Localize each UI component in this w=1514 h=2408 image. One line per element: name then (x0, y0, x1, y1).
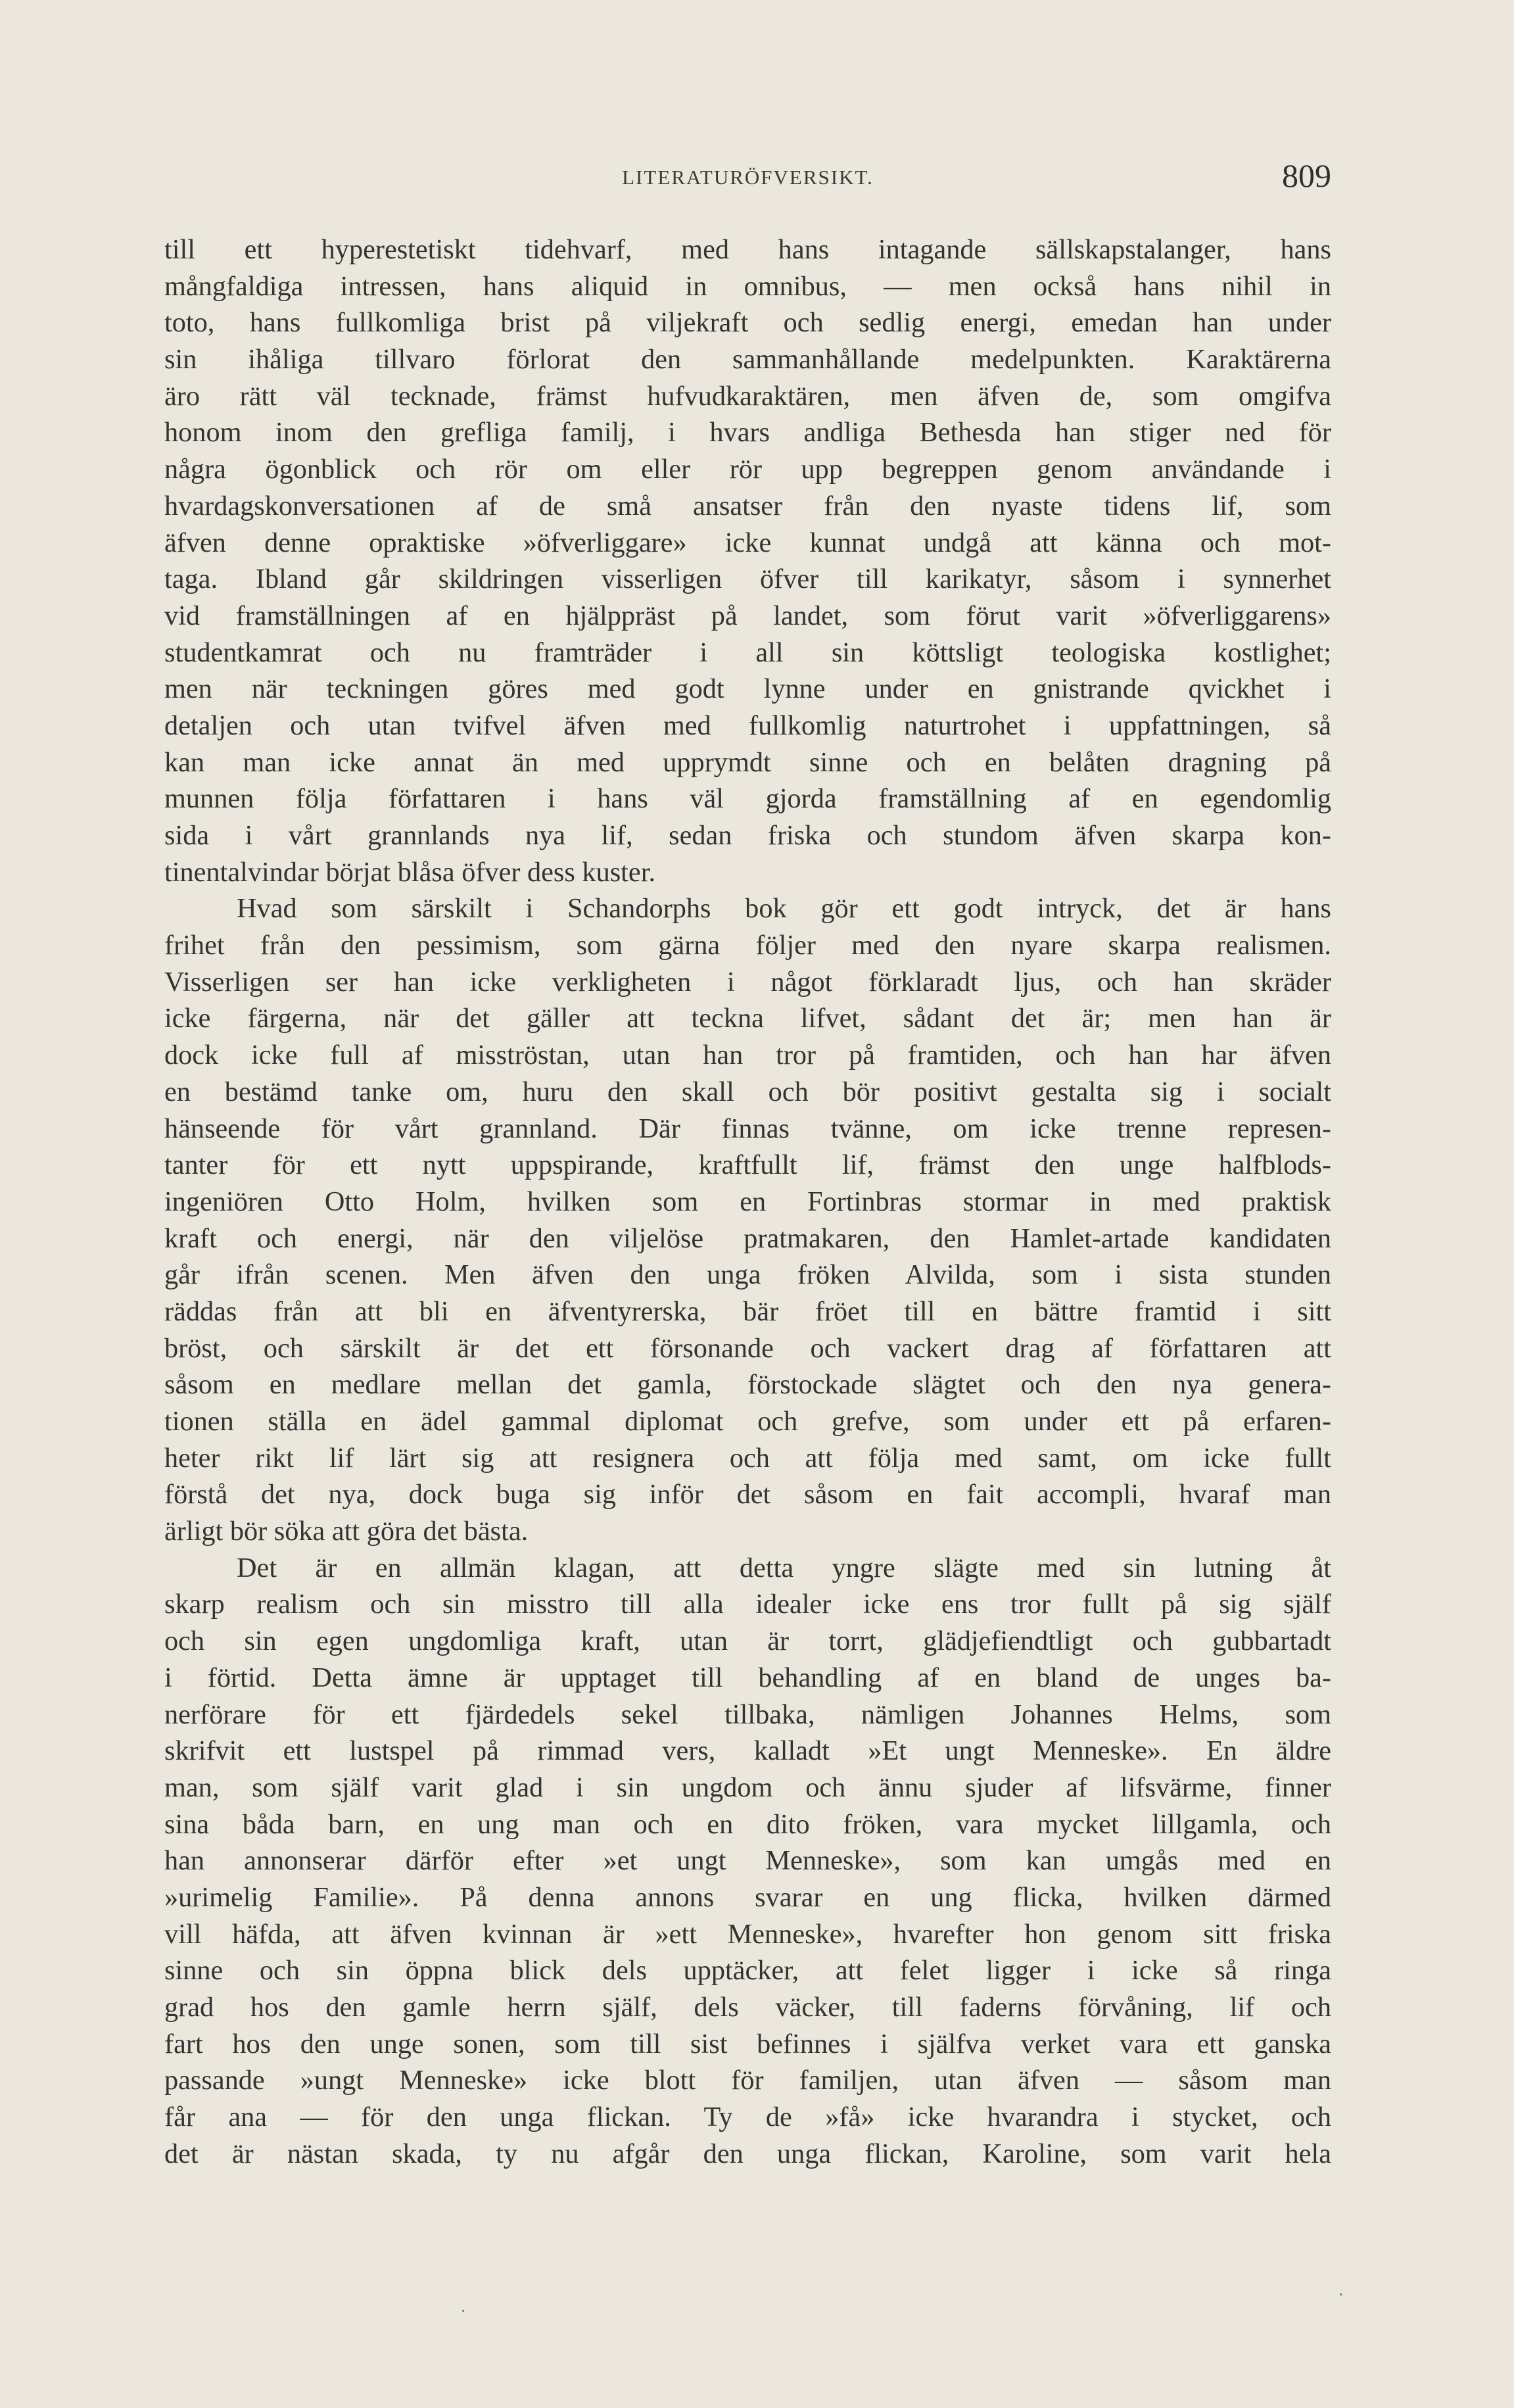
text-line: kraft och energi, när den viljelöse pratmakaren, den Hamlet-artade kandidaten (164, 1222, 1331, 1254)
text-line: går ifrån scenen. Men äfven den unga fröken Alvilda, som i sista stunden (164, 1259, 1331, 1291)
running-title: LITERATURÖFVERSIKT. (622, 166, 874, 189)
text-line: han annonserar därför efter »et ungt Menneske», som kan umgås med en (164, 1845, 1331, 1877)
text-line: hänseende för vårt grannland. Där finnas tvänne, om icke trenne represen- (164, 1113, 1331, 1144)
text-line: det är nästan skada, ty nu afgår den unga flickan, Karoline, som varit hela (164, 2138, 1331, 2169)
text-line: mångfaldiga intressen, hans aliquid in omnibus, — men också hans nihil in (164, 270, 1331, 302)
text-line: men när teckningen göres med godt lynne under en gnistrande qvickhet i (164, 673, 1331, 705)
text-line: kan man icke annat än med upprymdt sinne och en belåten dragning på (164, 746, 1331, 778)
text-line: vill häfda, att äfven kvinnan är »ett Menneske», hvarefter hon genom sitt friska (164, 1918, 1331, 1950)
text-line: nerförare för ett fjärdedels sekel tillbaka, nämligen Johannes Helms, som (164, 1698, 1331, 1730)
text-line: man, som själf varit glad i sin ungdom och ännu sjuder af lifsvärme, finner (164, 1771, 1331, 1803)
text-line: tanter för ett nytt uppspirande, kraftfullt lif, främst den unge halfblods- (164, 1149, 1331, 1181)
text-line: i förtid. Detta ämne är upptaget till behandling af en bland de unges ba- (164, 1662, 1331, 1693)
text-line: Hvad som särskilt i Schandorphs bok gör ett godt intryck, det är hans (237, 893, 1331, 925)
text-line: räddas från att bli en äfventyrerska, bär fröet till en bättre framtid i sitt (164, 1295, 1331, 1327)
text-line: till ett hyperestetiskt tidehvarf, med hans intagande sällskapstalanger, hans (164, 234, 1331, 265)
text-line: en bestämd tanke om, huru den skall och bör positivt gestalta sig i socialt (164, 1076, 1331, 1107)
text-line: detaljen och utan tvifvel äfven med fullkomlig naturtrohet i uppfattningen, så (164, 710, 1331, 741)
text-line: sina båda barn, en ung man och en dito fröken, vara mycket lillgamla, och (164, 1808, 1331, 1840)
text-line: Det är en allmän klagan, att detta yngre slägte med sin lutning åt (237, 1552, 1331, 1583)
text-line: några ögonblick och rör om eller rör upp begreppen genom användande i (164, 454, 1331, 485)
speck-mark: · (1338, 2285, 1344, 2305)
text-line: hvardagskonversationen af de små ansatser från den nyaste tidens lif, som (164, 490, 1331, 521)
text-line: och sin egen ungdomliga kraft, utan är torrt, glädjefiendtligt och gubbartadt (164, 1625, 1331, 1657)
text-line: förstå det nya, dock buga sig inför det såsom en fait accompli, hvaraf man (164, 1479, 1331, 1510)
text-line: icke färgerna, när det gäller att teckna lifvet, sådant det är; men han är (164, 1003, 1331, 1034)
page-header (164, 157, 1331, 203)
text-line: skrifvit ett lustspel på rimmad vers, kalladt »Et ungt Menneske». En äldre (164, 1735, 1331, 1767)
text-line: får ana — för den unga flickan. Ty de »få» icke hvarandra i stycket, och (164, 2102, 1331, 2133)
text-line: toto, hans fullkomliga brist på viljekraft och sedlig energi, emedan han under (164, 307, 1331, 339)
text-line: grad hos den gamle herrn själf, dels väcker, till faderns förvåning, lif och (164, 1992, 1331, 2023)
text-line: äro rätt väl tecknade, främst hufvudkaraktären, men äfven de, som omgifva (164, 380, 1331, 412)
text-line: tionen ställa en ädel gammal diplomat och grefve, som under ett på erfaren- (164, 1406, 1331, 1437)
text-line: tinentalvindar börjat blåsa öfver dess kuster. (164, 856, 656, 888)
text-line: dock icke full af misströstan, utan han tror på framtiden, och han har äfven (164, 1040, 1331, 1071)
text-line: taga. Ibland går skildringen visserligen öfver till karikatyr, såsom i synnerhet (164, 564, 1331, 595)
text-line: sin ihåliga tillvaro förlorat den sammanhållande medelpunkten. Karaktärerna (164, 344, 1331, 375)
text-line: äfven denne opraktiske »öfverliggare» icke kunnat undgå att känna och mot- (164, 527, 1331, 558)
text-line: ingeniören Otto Holm, hvilken som en Fortinbras stormar in med praktisk (164, 1186, 1331, 1217)
text-line: skarp realism och sin misstro till alla idealer icke ens tror fullt på sig själf (164, 1589, 1331, 1620)
text-line: såsom en medlare mellan det gamla, förstockade slägtet och den nya genera- (164, 1369, 1331, 1401)
text-line: munnen följa författaren i hans väl gjorda framställning af en egendomlig (164, 783, 1331, 815)
speck-mark: · (460, 2301, 467, 2322)
text-line: heter rikt lif lärt sig att resignera och att följa med samt, om icke fullt (164, 1442, 1331, 1474)
text-line: ärligt bör söka att göra det bästa. (164, 1516, 529, 1547)
text-line: passande »ungt Menneske» icke blott för familjen, utan äfven — såsom man (164, 2065, 1331, 2096)
body-text (164, 231, 1331, 2172)
page-number: 809 (1282, 157, 1331, 194)
text-line: sinne och sin öppna blick dels upptäcker, att felet ligger i icke så ringa (164, 1955, 1331, 1987)
text-line: Visserligen ser han icke verkligheten i något förklaradt ljus, och han skräder (164, 966, 1331, 998)
text-line: studentkamrat och nu framträder i all sin köttsligt teologiska kostlighet; (164, 637, 1331, 668)
text-line: fart hos den unge sonen, som till sist befinnes i själfva verket vara ett ganska (164, 2028, 1331, 2059)
text-line: frihet från den pessimism, som gärna följer med den nyare skarpa realismen. (164, 930, 1331, 961)
text-line: sida i vårt grannlands nya lif, sedan friska och stundom äfven skarpa kon- (164, 820, 1331, 851)
text-line: vid framställningen af en hjälppräst på landet, som förut varit »öfverliggarens» (164, 600, 1331, 631)
text-line: bröst, och särskilt är det ett försonande och vackert drag af författaren att (164, 1332, 1331, 1364)
text-line: »urimelig Familie». På denna annons svarar en ung flicka, hvilken därmed (164, 1881, 1331, 1913)
text-line: honom inom den grefliga familj, i hvars andliga Bethesda han stiger ned för (164, 417, 1331, 448)
